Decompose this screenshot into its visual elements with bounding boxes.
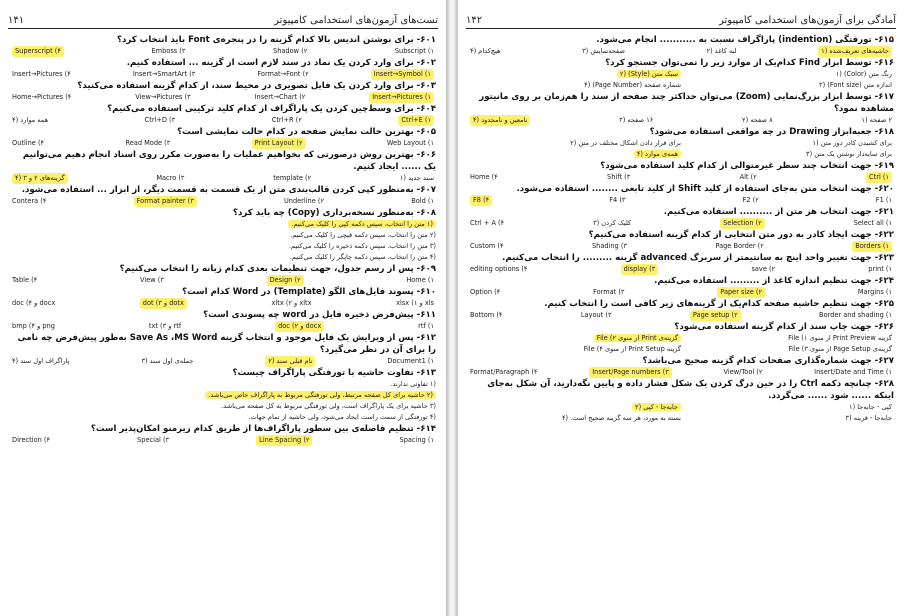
answer-option: لبه کاغذ (۲ bbox=[706, 47, 737, 55]
answer-option-highlighted: Paper size (۲ bbox=[717, 287, 765, 298]
answer-option bbox=[470, 413, 681, 424]
answer-option: Layout (۳ bbox=[580, 311, 612, 319]
answer-option: View/Tool (۲ bbox=[723, 368, 763, 376]
answer-option: xltx و xltx (۲ bbox=[271, 299, 312, 307]
answer-option: Insert/Date and Time (۱ bbox=[814, 368, 892, 376]
answer-line bbox=[10, 241, 436, 252]
answer-option-text: گزینه Print Preview از منوی File (۱ bbox=[788, 334, 892, 342]
answer-option bbox=[470, 69, 681, 80]
left-page-content bbox=[10, 34, 436, 614]
answer-option-highlighted: dotx و dot (۳ bbox=[140, 298, 187, 309]
answer-option bbox=[470, 402, 681, 413]
answer-option bbox=[681, 138, 892, 149]
answer-option-highlighted: docx و doc (۲ bbox=[275, 321, 324, 332]
options-row bbox=[468, 80, 894, 91]
answer-option-highlighted: گزینه‌ی Print از منوی File (۲ bbox=[594, 334, 681, 342]
answer-option bbox=[470, 138, 681, 149]
options-row bbox=[10, 69, 436, 80]
options-row bbox=[468, 413, 894, 424]
options-row bbox=[468, 46, 894, 57]
right-page-header bbox=[466, 4, 896, 29]
answer-option-highlighted: Insert/Page numbers (۳ bbox=[589, 367, 672, 378]
answer-option: xls و xlsx (۱ bbox=[396, 299, 434, 307]
answer-option: Select all (۱ bbox=[853, 219, 892, 227]
answer-option-text: برای کشیدن کادر دور متن (۱ bbox=[812, 139, 892, 147]
question-text: ۶۰۲- برای وارد کردن یک نماد در سند لازم است از گزینه ... استفاده کنیم. bbox=[126, 58, 436, 68]
answer-option: Spacing (۱ bbox=[399, 436, 434, 444]
options-row bbox=[10, 115, 436, 126]
answer-option-highlighted: (۱ متن را انتخاب، سپس دکمه کپی را کلیک می‌کنیم. bbox=[288, 220, 436, 228]
answer-option: Read Mode (۳ bbox=[125, 139, 171, 147]
answer-line bbox=[10, 230, 436, 241]
question-text: ۶۱۶- توسط ابزار Find کدام‌یک از موارد زیر را نمی‌توان جستجو کرد؟ bbox=[605, 58, 894, 68]
answer-option: Table (۴ bbox=[12, 276, 38, 284]
answer-option: Insert→Pictures (۴ bbox=[12, 70, 71, 78]
answer-option-highlighted: Line Spacing (۲ bbox=[256, 435, 312, 446]
answer-option-highlighted: (۲ حاشیه برای کل صفحه مرتبط، ولی تورفتگی مربوط به پاراگراف خاص می‌باشد. bbox=[205, 391, 436, 399]
answer-option: کلیک کردن (۳ bbox=[593, 219, 632, 227]
options-row bbox=[10, 435, 436, 446]
answer-option bbox=[681, 69, 892, 80]
answer-option-text: برای سایه‌دار نوشتن یک متن (۳ bbox=[806, 150, 892, 158]
options-row bbox=[468, 344, 894, 355]
question-text: ۶۱۱- پیش‌فرض ذخیره فایل در word چه پسوندی است؟ bbox=[203, 310, 436, 320]
options-row bbox=[10, 356, 436, 367]
options-row bbox=[10, 173, 436, 184]
answer-option-highlighted: سبک متن (Style) (۲ bbox=[617, 70, 681, 78]
answer-option-text: (۴ متن را انتخاب، سپس دکمه چاپگر را کلیک می‌کنیم. bbox=[289, 253, 436, 261]
question-text: ۶۲۵- جهت تنظیم حاشیه صفحه کدام‌یک از گزینه‌های زیر کافی است را انتخاب کنیم. bbox=[544, 299, 894, 309]
answer-option bbox=[681, 333, 892, 344]
left-page-number: ۱۴۱ bbox=[8, 15, 25, 26]
right-page bbox=[458, 0, 904, 616]
answer-option: ۱۶ صفحه (۳ bbox=[619, 116, 654, 124]
answer-option: Border and shading (۱ bbox=[819, 311, 892, 319]
question-text: ۶۲۰- جهت انتخاب متن به‌جای استفاده از کلید Shift از کلید تابعی ........ استفاده می‌شود. bbox=[516, 184, 894, 194]
answer-option: Home (۱ bbox=[406, 276, 434, 284]
book-gutter bbox=[446, 0, 458, 616]
question-text: ۶۰۹- پس از رسم جدول، جهت تنظیمات بعدی کدام زبانه را انتخاب می‌کنیم؟ bbox=[119, 264, 436, 274]
answer-option: View→Pictures (۳ bbox=[135, 93, 191, 101]
answer-option-highlighted: حاشیه‌های تعریف‌شده (۱ bbox=[818, 46, 892, 57]
answer-option bbox=[681, 344, 892, 355]
answer-option: صفحه‌نمایش (۳ bbox=[582, 47, 625, 55]
answer-option: Web Layout (۱ bbox=[386, 139, 434, 147]
answer-line bbox=[10, 219, 436, 230]
question-text: ۶۰۴- برای وسط‌چین کردن یک پاراگراف از کدام کلید ترکیبی استفاده می‌کنیم؟ bbox=[107, 104, 436, 114]
answer-option-highlighted: Selection (۲ bbox=[720, 218, 765, 229]
answer-option: Shift (۳ bbox=[607, 173, 631, 181]
answer-option: editing options (۴ bbox=[470, 265, 528, 273]
answer-option bbox=[470, 344, 681, 355]
question-text: ۶۰۸- به‌منظور نسخه‌برداری (Copy) چه باید کرد؟ bbox=[233, 208, 436, 218]
answer-option: Bottom (۴ bbox=[470, 311, 503, 319]
answer-option-text: برای قرار دادن اشکال مختلف در متن (۲ bbox=[570, 139, 681, 147]
answer-option: جمله‌ی اول سند (۳ bbox=[141, 357, 194, 365]
answer-option: Direction (۴ bbox=[12, 436, 51, 444]
answer-option-text: (۳ متن را انتخاب، سپس دکمه ذخیره را کلیک می‌کنیم. bbox=[288, 242, 436, 250]
answer-option: Macro (۳ bbox=[156, 174, 185, 182]
answer-option-text: کپی - جابه‌جا (۱ bbox=[849, 403, 892, 411]
answer-option: Custom (۴ bbox=[470, 242, 504, 250]
answer-option-highlighted: جابه‌جا - کپی (۲ bbox=[632, 403, 681, 411]
answer-option: Outline (۴ bbox=[12, 139, 45, 147]
answer-line bbox=[10, 412, 436, 423]
answer-option: پاراگراف اول سند (۴ bbox=[12, 357, 70, 365]
answer-option: Underline (۲ bbox=[283, 197, 325, 205]
answer-option-highlighted: Insert→Symbol (۱ bbox=[371, 69, 434, 80]
answer-option: Format→Font (۲ bbox=[257, 70, 309, 78]
question-text: ۶۲۳- جهت تغییر واحد اینچ به سانتیمتر از سربرگ advanced گزینه ......... را انتخاب می‌کنیم. bbox=[502, 253, 894, 263]
answer-option bbox=[681, 149, 892, 160]
options-row bbox=[10, 275, 436, 286]
answer-option: Page Border (۲ bbox=[715, 242, 764, 250]
question-text: ۶۲۸- چنانچه دکمه Ctrl را در حین درگ کردن یک شکل فشار داده و پایین نگه‌دارید، آن شکل به‌جای اینکه ...... شود ...... می‌گردد. bbox=[487, 379, 894, 401]
answer-option-highlighted: Ctrl+E (۱ bbox=[398, 115, 434, 126]
answer-option: Format/Paragraph (۴ bbox=[470, 368, 538, 376]
question-text: ۶۱۲- پس از ویرایش یک فایل موجود و انتخاب گزینه Save As ،MS Word به‌طور پیش‌فرض چه نامی را برای آن در نظر می‌گیرد؟ bbox=[17, 333, 436, 355]
question-text: ۶۱۸- جعبه‌ابزار Drawing در چه مواقعی استفاده می‌شود؟ bbox=[649, 127, 894, 137]
answer-option-highlighted: نام قبلی سند (۲ bbox=[265, 356, 315, 367]
answer-option: Bold (۱ bbox=[411, 197, 434, 205]
answer-option: Insert→Chart (۲ bbox=[254, 93, 306, 101]
question-text: ۶۰۶- بهترین روش درصورتی که بخواهیم عملیات را به‌صورت مکرر روی اسناد انجام دهیم می‌توانیم یک ...... ایجاد کنیم. bbox=[22, 150, 436, 172]
answer-option-text: جابه‌جا - قرینه (۳ bbox=[845, 414, 892, 422]
left-page-header bbox=[8, 4, 438, 29]
answer-option: Contera (۴ bbox=[12, 197, 47, 205]
answer-option-highlighted: Borders (۱ bbox=[852, 241, 892, 252]
answer-line bbox=[10, 379, 436, 390]
question-text: ۶۱۹- جهت انتخاب چند سطر غیرمتوالی از کدام کلید استفاده می‌شود؟ bbox=[600, 161, 894, 171]
answer-option bbox=[681, 80, 892, 91]
answer-option-highlighted: Ctrl (۱ bbox=[866, 172, 892, 183]
options-row bbox=[468, 264, 894, 275]
options-row bbox=[468, 310, 894, 321]
answer-option: save (۲ bbox=[751, 265, 776, 273]
answer-option-text: (۲ متن را انتخاب، سپس دکمه قیچی را کلیک می‌کنیم. bbox=[290, 231, 436, 239]
options-row bbox=[468, 402, 894, 413]
answer-option: F1 (۱ bbox=[875, 196, 892, 204]
answer-option: ۲ صفحه (۱ bbox=[861, 116, 892, 124]
answer-option: rtf (۱ bbox=[418, 322, 434, 330]
options-row bbox=[468, 138, 894, 149]
options-row bbox=[468, 69, 894, 80]
answer-option-highlighted: گزینه‌های ۲ و ۳ (۴ bbox=[12, 173, 68, 184]
options-row bbox=[468, 149, 894, 160]
answer-option-text: شماره صفحه (Page Number) (۴ bbox=[584, 81, 681, 89]
question-text: ۶۱۵- تورفتگی (indention) پاراگراف نسبت به ........... انجام می‌شود. bbox=[596, 35, 894, 45]
answer-option: print (۱ bbox=[868, 265, 892, 273]
answer-option: سند جدید (۱ bbox=[399, 174, 434, 182]
answer-option-text: گزینه‌ی Page Setup از منوی File (۳ bbox=[788, 345, 892, 353]
answer-option: template (۲ bbox=[273, 174, 312, 182]
answer-option-text: گزینه Print Setup از منوی File (۴ bbox=[583, 345, 681, 353]
answer-option: Format (۳ bbox=[593, 288, 625, 296]
right-page-content bbox=[468, 34, 894, 614]
answer-option: Ctrl+R (۲ bbox=[271, 116, 302, 124]
options-row bbox=[10, 46, 436, 57]
right-page-number: ۱۴۲ bbox=[466, 15, 483, 26]
options-row bbox=[10, 321, 436, 332]
options-row bbox=[10, 92, 436, 103]
answer-option bbox=[681, 413, 892, 424]
options-row bbox=[468, 218, 894, 229]
answer-option bbox=[470, 149, 681, 160]
question-text: ۶۱۰- پسوند فایل‌های الگو (Template) در Word کدام است؟ bbox=[182, 287, 436, 297]
answer-option: Home→Pictures (۴ bbox=[12, 93, 72, 101]
answer-line bbox=[10, 401, 436, 412]
answer-option: Alt (۲ bbox=[739, 173, 757, 181]
answer-option: Special (۳ bbox=[137, 436, 170, 444]
options-row bbox=[468, 195, 894, 206]
answer-option: Insert→SmartArt (۳ bbox=[132, 70, 196, 78]
answer-option-highlighted: Superscript (۴ bbox=[12, 46, 64, 57]
left-page bbox=[0, 0, 446, 616]
question-text: ۶۰۷- به‌منظور کپی کردن قالب‌بندی متن از یک قسمت به قسمت دیگر، از ابزار ... استفاده می‌شود. bbox=[21, 185, 436, 195]
answer-option: View (۳ bbox=[140, 276, 164, 284]
left-page-title: تست‌های آزمون‌های استخدامی کامپیوتر bbox=[274, 15, 438, 26]
answer-option: Shadow (۲ bbox=[273, 47, 308, 55]
answer-option: Ctrl + A (۴ bbox=[470, 219, 505, 227]
answer-line bbox=[10, 252, 436, 263]
question-text: ۶۰۱- برای نوشتن اندیس بالا کدام گزینه را در پنجره‌ی Font باید انتخاب کرد؟ bbox=[116, 35, 436, 45]
options-row bbox=[10, 196, 436, 207]
answer-option: rtf و txt (۳ bbox=[148, 322, 182, 330]
answer-option: Document1 (۱ bbox=[387, 357, 434, 365]
question-text: ۶۲۴- جهت تنظیم اندازه کاغذ از ......... استفاده می‌کنیم. bbox=[654, 276, 894, 286]
answer-option: Home (۴ bbox=[470, 173, 498, 181]
answer-option: Shading (۳ bbox=[591, 242, 627, 250]
answer-option: F4 (۳ bbox=[609, 196, 626, 204]
answer-option-text: (۴ تورفتگی از سمت راست ایجاد می‌شود، ولی حاشیه از تمام جهات. bbox=[248, 413, 436, 421]
question-text: ۶۲۷- جهت شماره‌گذاری صفحات کدام گزینه صحیح می‌باشد؟ bbox=[642, 356, 894, 366]
options-row bbox=[468, 241, 894, 252]
answer-option: png و bmp (۴ bbox=[12, 322, 55, 330]
answer-option bbox=[470, 333, 681, 344]
options-row bbox=[10, 138, 436, 149]
options-row bbox=[468, 115, 894, 126]
answer-option: Margins (۱ bbox=[857, 288, 892, 296]
options-row bbox=[468, 333, 894, 344]
question-text: ۶۱۴- تنظیم فاصله‌ی بین سطور پاراگراف‌ها از طریق کدام زیرمنو امکان‌پذیر است؟ bbox=[90, 424, 436, 434]
question-text: ۶۲۱- جهت انتخاب هر متن از .......... استفاده می‌کنیم. bbox=[663, 207, 894, 217]
answer-option-text: اندازه متن (Font size) (۳ bbox=[819, 81, 892, 89]
answer-option-text: (۳ حاشیه برای یک پاراگراف است، ولی تورفتگی مربوط به کل صفحه می‌باشد. bbox=[221, 402, 436, 410]
answer-option: docx و doc (۴ bbox=[12, 299, 56, 307]
question-text: ۶۱۷- توسط ابزار بزرگ‌نمایی (Zoom) می‌توان حداکثر چند صفحه از سند را هم‌زمان بر روی مانیتور مشاهده نمود؟ bbox=[479, 92, 894, 114]
answer-option-highlighted: نامعین و نامحدود (۴ bbox=[470, 115, 530, 126]
answer-option: ۸ صفحه (۲ bbox=[742, 116, 773, 124]
answer-option-text: رنگ متن (Color) (۱ bbox=[835, 70, 892, 78]
answer-option bbox=[681, 402, 892, 413]
right-page-title: آمادگی برای آزمون‌های استخدامی کامپیوتر bbox=[719, 15, 896, 26]
answer-option: Subscript (۱ bbox=[394, 47, 434, 55]
question-text: ۶۲۲- جهت ایجاد کادر به دور متن انتخابی از کدام گزینه استفاده می‌کنیم؟ bbox=[588, 230, 894, 240]
question-text: ۶۰۵- بهترین حالت نمایش صفحه در کدام حالت نمایشی است؟ bbox=[177, 127, 436, 137]
options-row bbox=[468, 172, 894, 183]
question-text: ۶۱۳- تفاوت حاشیه با تورفتگی پاراگراف چیست؟ bbox=[232, 368, 436, 378]
question-text: ۶۲۶- جهت چاپ سند از کدام گزینه استفاده می‌شود؟ bbox=[674, 322, 894, 332]
answer-option: Option (۴ bbox=[470, 288, 501, 296]
answer-option-highlighted: Format painter (۳ bbox=[134, 196, 197, 207]
answer-option: Ctrl+D (۳ bbox=[144, 116, 176, 124]
answer-option-highlighted: همه‌ی موارد (۴ bbox=[634, 150, 681, 158]
options-row bbox=[10, 298, 436, 309]
answer-option: Emboss (۳ bbox=[151, 47, 186, 55]
answer-option bbox=[470, 80, 681, 91]
question-text: ۶۰۳- برای وارد کردن یک فایل تصویری در محیط سند، از کدام گزینه استفاده می‌کنید؟ bbox=[77, 81, 436, 91]
answer-option-text: بسته به مورد، هر سه گزینه صحیح است. (۴ bbox=[561, 414, 681, 422]
answer-option-highlighted: Print Layout (۲ bbox=[252, 138, 306, 149]
answer-option-highlighted: display (۳ bbox=[621, 264, 659, 275]
answer-option-highlighted: Page setup (۲ bbox=[690, 310, 741, 321]
answer-option-highlighted: Insert→Pictures (۱ bbox=[369, 92, 434, 103]
answer-option: همه موارد (۴ bbox=[12, 116, 49, 124]
answer-option-highlighted: Design (۲ bbox=[267, 275, 304, 286]
answer-line bbox=[10, 390, 436, 401]
options-row bbox=[468, 367, 894, 378]
answer-option-highlighted: F8 (۴ bbox=[470, 195, 492, 206]
options-row bbox=[468, 287, 894, 298]
answer-option: F2 (۲ bbox=[742, 196, 759, 204]
answer-option: هیچ‌کدام (۴ bbox=[470, 47, 501, 55]
answer-option-text: (۱ تفاوتی ندارند. bbox=[390, 380, 436, 388]
